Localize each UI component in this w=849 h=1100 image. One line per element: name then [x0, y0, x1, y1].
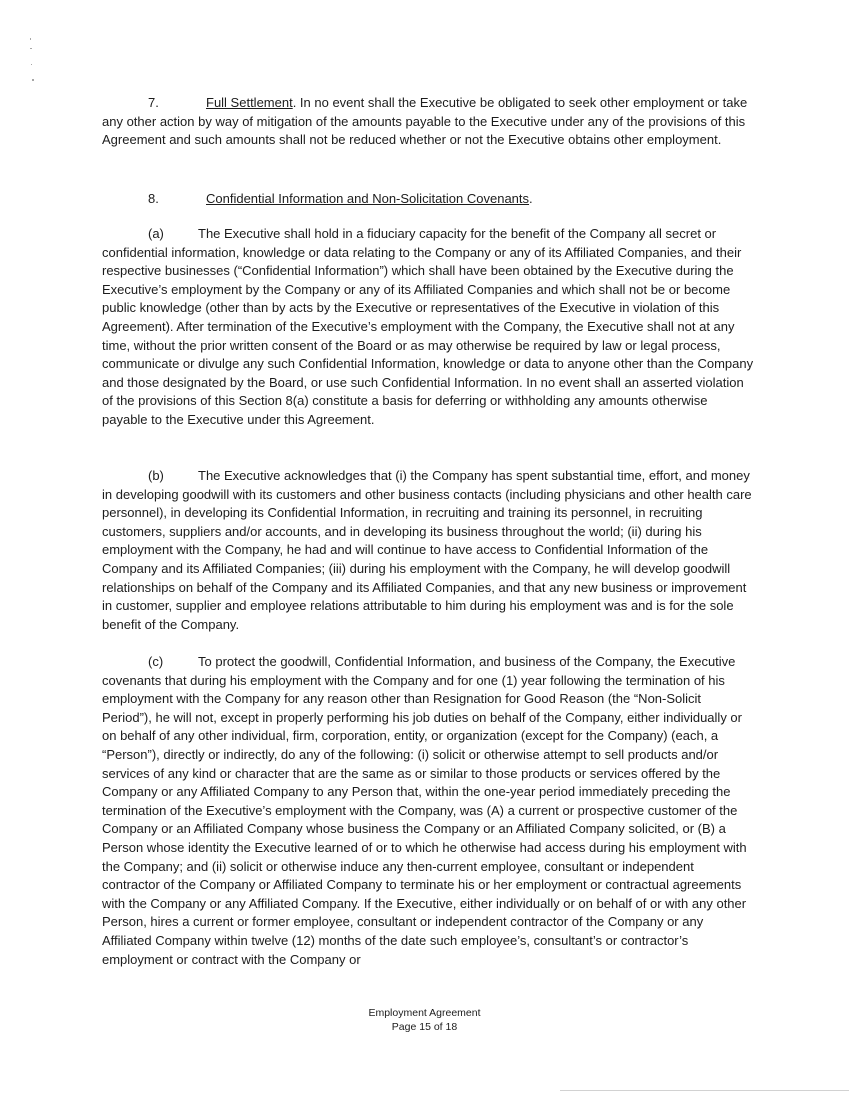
section-8-suffix: .: [529, 191, 533, 206]
section-7-paragraph: [102, 94, 754, 150]
scan-speck: [30, 38, 31, 40]
section-8-number: 8.: [148, 191, 159, 206]
section-7-title: Full Settlement: [206, 95, 293, 110]
section-7-number: 7.: [148, 95, 159, 110]
section-8a: [102, 225, 754, 430]
section-8a-label: (a): [148, 226, 164, 241]
page-footer: [0, 1006, 849, 1034]
section-8b-text: The Executive acknowledges that (i) the Company has spent substantial time, effort, and money in developing goodwill with its customers and other business contacts (including physicians and other health care personnel), in developing its Confidential Information, in recruiting and training its personnel, in recruiting customers, suppliers and/or accounts, and in developing its business throughout the world; (ii) during his employment with the Company, he had and will continue to have access to Confidential Information of the Company and its Affiliated Companies; (iii) during his employment with the Company, he will develop goodwill relationships on behalf of the Company and its Affiliated Companies, and that any new business or improvement in customer, supplier and employee relations attributable to him during his employment was and is for the sole benefit of the Company.: [102, 468, 752, 632]
section-7: [102, 94, 754, 150]
section-8b-label: (b): [148, 468, 164, 483]
section-8-title: Confidential Information and Non-Solicitation Covenants: [206, 191, 530, 206]
section-8c: [102, 653, 754, 969]
footer-title: Employment Agreement: [368, 1007, 481, 1019]
scan-edge-line: [560, 1090, 849, 1091]
scan-speck: [30, 48, 32, 49]
section-8a-text: The Executive shall hold in a fiduciary capacity for the benefit of the Company all secret or confidential information, knowledge or data relating to the Company or any of its Affiliated Companies, and their respective businesses (“Confidential Information”) which shall have been obtained by the Executive during the Executive’s employment by the Company or any of its Affiliated Companies and which shall not be or become public knowledge (other than by acts by the Executive or representatives of the Executive in violation of this Agreement). After termination of the Executive’s employment with the Company, the Executive shall not at any time, without the prior written consent of the Board or as may otherwise be required by law or legal process, communicate or divulge any such Confidential Information, knowledge or data to anyone other than the Company and those designated by the Board, or use such Confidential Information. In no event shall an asserted violation of the provisions of this Section 8(a) constitute a basis for deferring or withholding any amounts otherwise payable to the Executive under this Agreement.: [102, 226, 754, 427]
section-8-heading: [102, 190, 754, 209]
section-8b: [102, 467, 754, 634]
footer-page-number: Page 15 of 18: [391, 1021, 458, 1033]
section-8c-text: To protect the goodwill, Confidential Information, and business of the Company, the Executive covenants that during his employment with the Company and for one (1) year following the termination of his employment with the Company for any reason other than Resignation for Good Reason (the “Non-Solicit Period”), he will not, except in properly performing his job duties on behalf of the Company, either individually or on behalf of any other individual, firm, corporation, entity, or organization (except for the Company) (each, a “Person”), directly or indirectly, do any of the following: (i) solicit or otherwise attempt to sell products and/or services of any kind or character that are the same as or similar to those products or services offered by the Company or any Affiliated Company to any Person that, within the one-year period immediately preceding the termination of the Executive’s employment with the Company, was (A) a current or prospective customer of the Company or an Affiliated Company whose business the Company or an Affiliated Company solicited, or (B) a Person whose identity the Executive learned of or to which he otherwise had access during his employment with the Company; and (ii) solicit or otherwise induce any then-current employee, consultant or independent contractor of the Company or Affiliated Company to terminate his or her employment or contractual agreements with the Company or any Affiliated Company. If the Executive, either individually or on behalf of or with any other Person, hires a current or former employee, consultant or independent contractor of the Company or any Affiliated Company within twelve (12) months of the date such employee’s, consultant’s or contractor’s employment or contract with the Company or: [102, 654, 747, 967]
section-7-text: . In no event shall the Executive be obligated to seek other employment or take any other action by way of mitigation of the amounts payable to the Executive under any of the provisions of this Agreement and such amounts shall not be reduced whether or not the Executive obtains other employment.: [102, 95, 748, 148]
section-8c-label: (c): [148, 654, 164, 669]
scan-speck: [32, 79, 34, 81]
scan-speck: [31, 64, 32, 65]
